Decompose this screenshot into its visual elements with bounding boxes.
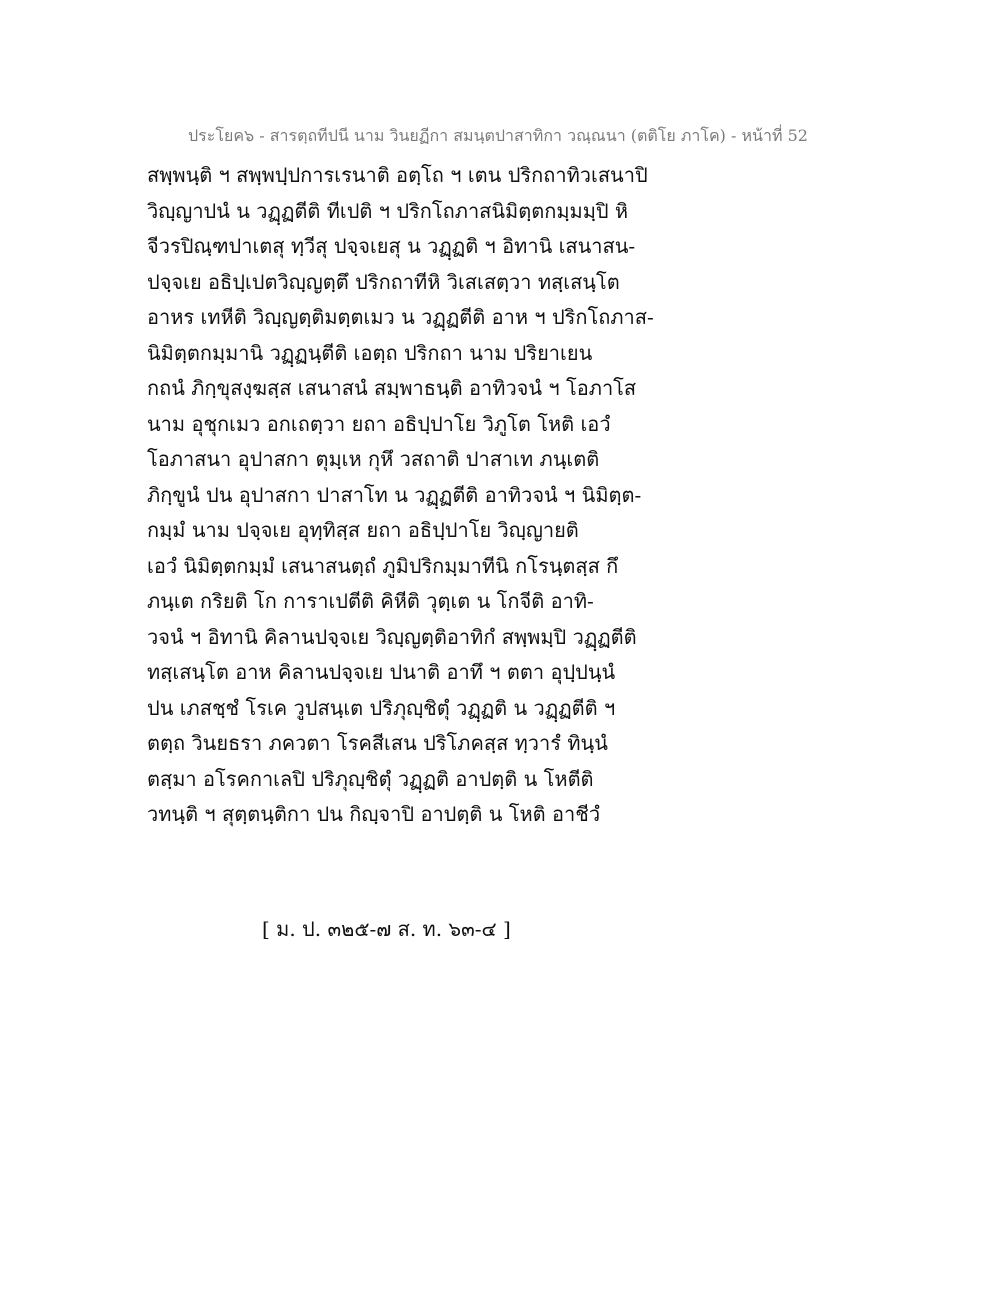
body-text xyxy=(147,158,687,833)
text-line: นิมิตฺตกมฺมานิ วฏฺฏนฺตีติ เอตฺถ ปริกถา นาม ปริยาเยน xyxy=(147,340,593,365)
text-line: ภิกฺขูนํ ปน อุปาสกา ปาสาโท น วฏฺฏตีติ อาทิวจนํ ฯ นิมิตฺต- xyxy=(147,482,642,507)
text-line: วจนํ ฯ อิทานิ คิลานปจฺจเย วิญฺญตฺติอาทิกํ สพฺพมฺปิ วฏฺฏตีติ xyxy=(147,624,637,649)
text-line: อาหร เทหีติ วิญฺญตฺติมตฺตเมว น วฏฺฏตีติ อาห ฯ ปริกโถภาส- xyxy=(147,305,654,329)
text-line: โอภาสนา อุปาสกา ตุมฺเห กุหึ วสถาติ ปาสาเท ภนฺเตติ xyxy=(147,447,600,471)
source-reference: [ ม. ป. ๓๒๕-๗ ส. ท. ๖๓-๔ ] xyxy=(262,917,511,941)
text-line: ตสฺมา อโรคกาเลปิ ปริภุญฺชิตุํ วฏฺฏติ อาปตฺติ น โหตีติ xyxy=(147,766,594,791)
text-line: ปจฺจเย อธิปฺเปตวิญฺญตฺตึ ปริกถาทีหิ วิเสเสตฺวา ทสฺเสนฺโต xyxy=(147,269,620,294)
text-line: วทนฺติ ฯ สุตฺตนฺติกา ปน กิญฺจาปิ อาปตฺติ น โหติ อาชีวํ xyxy=(147,802,601,826)
text-line: ภนฺเต กริยติ โก การาเปตีติ คิหีติ วุตฺเต น โกจีติ อาทิ- xyxy=(147,589,594,613)
text-line: กถนํ ภิกฺขุสงฺฆสฺส เสนาสนํ สมฺพาธนฺติ อาทิวจนํ ฯ โอภาโส xyxy=(147,376,637,400)
text-line: นาม อุชุกเมว อกเถตฺวา ยถา อธิปฺปาโย วิภูโต โหติ เอวํ xyxy=(147,411,611,436)
text-line: ปน เภสชฺชํ โรเค วูปสนฺเต ปริภุญฺชิตุํ วฏฺฏติ น วฏฺฏตีติ ฯ xyxy=(147,695,616,720)
text-line: สพฺพนฺติ ฯ สพฺพปฺปการเรนาติ อตฺโถ ฯ เตน ปริกถาทิวเสนาปิ xyxy=(147,163,648,187)
running-header: ประโยค๖ - สารตฺถทีปนี นาม วินยฏีกา สมนฺตปาสาทิกา วณฺณนา (ตติโย ภาโค) - หน้าที่ 52 xyxy=(188,126,808,145)
text-line: จีวรปิณฺฑปาเตสุ ทฺวีสุ ปจฺจเยสุ น วฏฺฏติ ฯ อิทานิ เสนาสน- xyxy=(147,234,636,258)
text-line: วิญฺญาปนํ น วฏฺฏตีติ ทีเปติ ฯ ปริกโถภาสนิมิตฺตกมฺมมฺปิ หิ xyxy=(147,198,629,223)
text-line: ตตฺถ วินยธรา ภควตา โรคสีเสน ปริโภคสฺส ทฺวารํ ทินฺนํ xyxy=(147,731,608,755)
text-line: กมฺมํ นาม ปจฺจเย อุทฺทิสฺส ยถา อธิปฺปาโย วิญฺญายติ xyxy=(147,518,579,542)
text-line: เอวํ นิมิตฺตกมฺมํ เสนาสนตฺถํ ภูมิปริกมฺมาทีนิ กโรนฺตสฺส กึ xyxy=(147,553,619,578)
text-line: ทสฺเสนฺโต อาห คิลานปจฺจเย ปนาติ อาทึ ฯ ตตา อุปฺปนฺนํ xyxy=(147,660,616,684)
